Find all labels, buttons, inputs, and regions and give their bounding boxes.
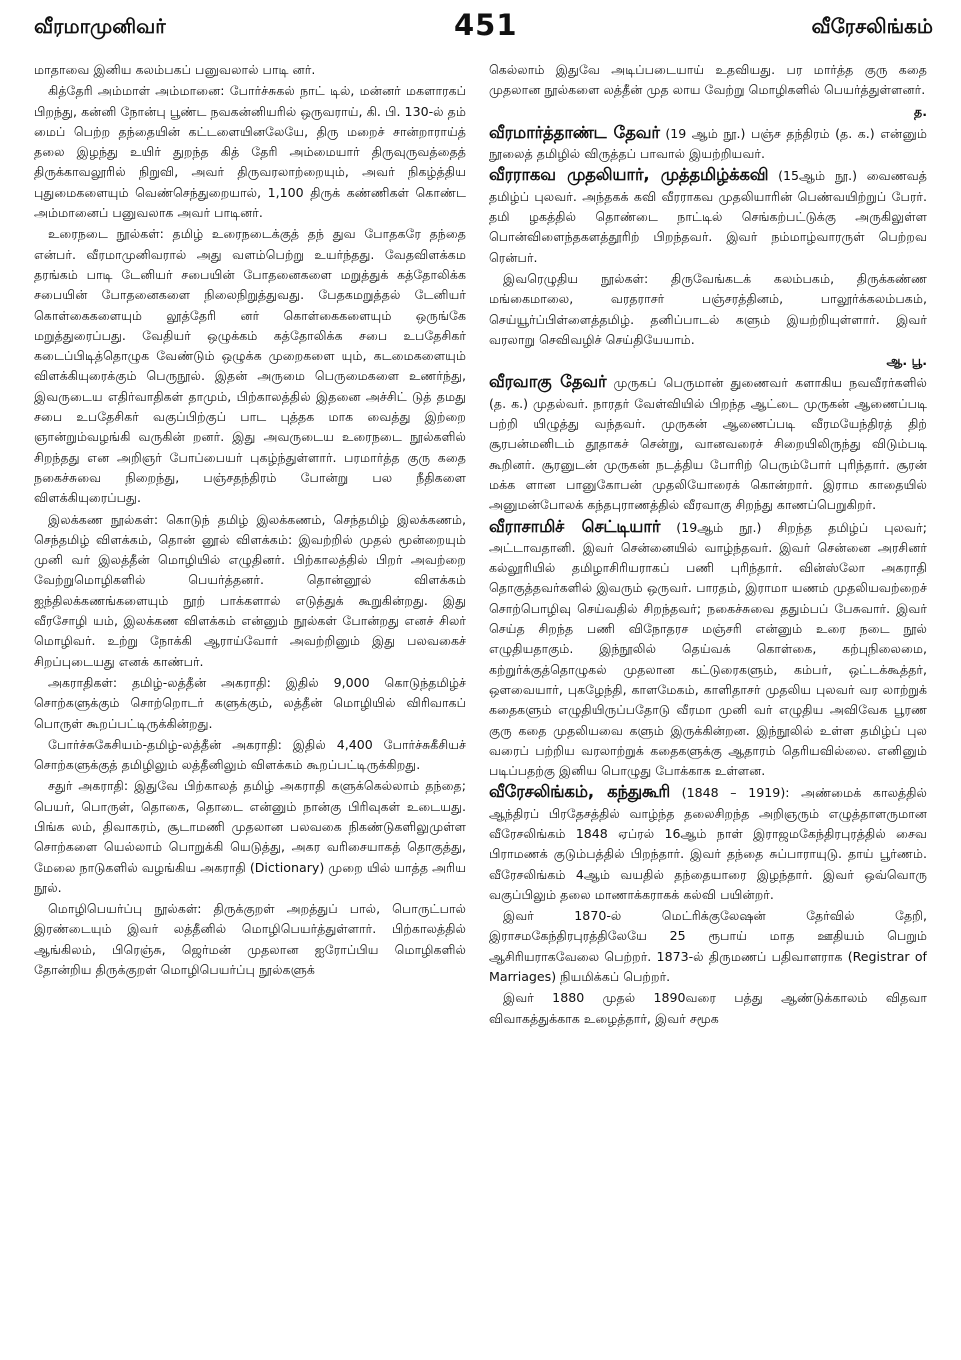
paragraph	[489, 906, 927, 987]
encyclopedia-entry	[489, 517, 927, 782]
running-head-left: வீரமாமுனிவர்	[34, 14, 166, 38]
entry-text: (15ஆம் நூ.) வைணவத் தமிழ்ப் புலவர். அந்தகக் கவி வீரராகவ முதலியாரின் பெண்வயிற்றுப் பேரர். தமி ழகத்தில் தொண்டை நாட்டில் செங்கற்பட்டுக்கு அருகிலுள்ள பொன்விளைந்தகளத்தூரிற் பிறந்தவர். இவர் நம்மாழ்வாரருள் பெற்றவ ரென்பர்.	[489, 168, 927, 265]
entry-text: (19ஆம் நூ.) சிறந்த தமிழ்ப் புலவர்; அட்டாவதானி. இவர் சென்னையில் வாழ்ந்தவர். இவர் சென்னை அரசினர் கல்லூரியில் தமிழாசிரியராகப் பணி புரிந்தார். வின்ஸ்லோ அகராதி தொகுத்தவர்களில் இவரும் ஒருவர். பாரதம், இராமா யணம் முதலியவற்றைச் சொற்பொழிவு செய்வதில் சிறந்தவர்; நகைச்சுவை ததும்பப் பேசுவார். இவர் செய்த சிறந்த பணி விநோதரச மஞ்சரி என்னும் உரை நடை நூல் எழுதியதாகும். இந்நூலில் தெய்வக் கொள்கை, கற்புநிலைமை, கற்றுர்க்குத்தொழுகல் முதலான கட்டுரைகளும், கம்பர், ஒட்டக்கூத்தர், ஒளவையார், புகழேந்தி, காளமேகம், காளிதாசர் முதலிய புலவர் வர லாற்றுக் கதைகளும் எழுதியிருப்பதோடு வீரமா முனி வர் எழுதிய அவிவேக பூரண குரு கதை முதலியவை களும் இருக்கின்றன. இந்நூலில் உள்ள தமிழ்ப் புல வரைப் பற்றிய வரலாற்றுக் கதைகளுக்கு ஆதாரம் தெரியவில்லை. எனினும் படிப்பதற்கு இனிய பொழுது போக்காக உள்ளன.	[489, 519, 927, 779]
paragraph-text: உரைநடை நூல்கள்: தமிழ் உரைநடைக்குத் தந் துவ போதகரே தந்தை என்பர். வீரமாமுனிவரால் அது வளம்பெற்று உயர்ந்தது. வேதவிளக்கம தரங்கம் பாடி டேனியர் சபையின் போதனைகளை மறுத்துக் கத்தோலிக்க சபையின் போதனைகளை நிலைநிறுத்துவது. பேதகமறுத்தல் டேனியர் கொள்கைகளையும் லூத்தேரி னர் கொள்கைகளையும் ஒருங்கே மறுத்துரைப்பது. வேதியர் ஒழுக்கம் கத்தோலிக்க சபை உபதேசிகர் கடைப்பிடித்தொழுக வேண்டும் ஒழுக்க முறைகளை யும், கடமைகளையும் விளக்கியுரைக்கும் பெருநூல். இதன் அருமை பெருமைகளை உணர்ந்து, இவருடைய எதிர்வாதிகள் தாமும், பிற்காலத்தில் இதனை அச்சிட் டுத் தமது சபை உபதேசிகர் வகுப்பிற்குப் பாட புத்தக மாக வைத்து இற்றை ஞான்றும்வழங்கி வருகின் றனர். இது அவருடைய உரைநடை நூல்களில் சிறந்தது என அறிஞர் போப்பையர் புகழ்ந்துள்ளார். பரமார்த்த குரு கதை நகைச்சுவை நிறைந்து, பஞ்சதந்திரம் போன்று பல நீதிகளை விளக்கியுரைப்பது.	[34, 226, 466, 506]
encyclopedia-entry	[489, 372, 927, 515]
paragraph	[34, 899, 466, 980]
paragraph-text: இலக்கண நூல்கள்: கொடுந் தமிழ் இலக்கணம், செந்தமிழ் இலக்கணம், செந்தமிழ் விளக்கம், தொன் னூல் விளக்கம்: இவற்றில் முதல் மூன்றையும் முனி வர் இலத்தீன் மொழியில் எழுதினர். பிற்காலத்தில் பிறர் அவற்றை வேற்றுமொழிகளில் பெயர்த்தனர். தொன்னூல் விளக்கம் ஐந்திலக்கணங்களையும் நூற் பாக்களால் எடுத்துக் கூறுகின்றது. இது வீரசோழி யம், இலக்கண விளக்கம் என்னும் நூல்கள் போன்றது எனச் சிலர் மொழிவர். உற்று நோக்கி ஆராய்வோர் அவற்றினும் இது பலவகைச் சிறப்புடையது எனக் காண்பர்.	[34, 511, 466, 669]
running-head-right: வீரேசலிங்கம்	[811, 14, 933, 38]
entry-headword: வீராசாமிச் செட்டியார்	[489, 516, 661, 536]
author-initials: ஆ. பூ.	[886, 353, 927, 369]
encyclopedia-entry	[489, 165, 927, 267]
paragraph	[34, 81, 466, 223]
paragraph	[34, 673, 466, 734]
page-header	[0, 8, 961, 48]
paragraph	[489, 269, 927, 350]
paragraph	[34, 224, 466, 508]
paragraph-text: இவர் 1870-ல் மெட்ரிக்குலேஷன் தேர்வில் தேறி, இராசமகேந்திரபுரத்திலேயே 25 ரூபாய் மாத ஊதியம் பெறும் ஆசிரியராகவேலை பெற்றர். 1873-ல் திருமணப் பதிவாளராக (Registrar of Marriages) நியமிக்கப் பெற்றர்.	[489, 908, 927, 985]
paragraph-text: இவரெழுதிய நூல்கள்: திருவேங்கடக் கலம்பகம், திருக்கண்ண மங்கைமாலை, வரதராசர் பஞ்சரத்தினம், பாலூர்க்கலம்பகம், செய்யூர்ப்பிள்ளைத்தமிழ். தனிப்பாடல் களும் இயற்றியுள்ளார். இவர் வரலாறு செவிவழிச் செய்தியேயாம்.	[489, 270, 927, 347]
paragraph-text: சதுர் அகராதி: இதுவே பிற்காலத் தமிழ் அகராதி களுக்கெல்லாம் தந்தை; பெயர், பொருள், தொகை, தொடை என்னும் நான்கு பிரிவுகள் உடையது. பிங்க லம், திவாகரம், சூடாமணி முதலான பலவகை நிகண்டுகளிலுமுள்ள சொற்களை யெல்லாம் பொறுக்கி யெடுத்து, அகர வரிசையாகத் தொகுத்து, மேலை நாடுகளில் வழங்கிய அகராதி (Dictionary) முறை யில் யாத்த அரிய நூல்.	[34, 778, 466, 895]
entry-headword: வீரராகவ முதலியார், முத்தமிழ்க்கவி	[489, 165, 769, 185]
entry-headword: வீரவாகு தேவர்	[489, 372, 607, 392]
entry-headword: வீரமார்த்தாண்ட தேவர்	[489, 122, 660, 142]
paragraph	[34, 735, 466, 776]
author-initials: த.	[914, 103, 927, 119]
encyclopedia-entry	[489, 123, 927, 165]
paragraph	[34, 510, 466, 672]
paragraph-text: போர்ச்சுகேசியம்-தமிழ்-லத்தீன் அகராதி: இதில் 4,400 போர்ச்சுகீசியச் சொற்களுக்குத் தமிழிலும் லத்தீனிலும் விளக்கம் கூறப்பட்டிருக்கிறது.	[34, 736, 466, 773]
paragraph-text: இவர் 1880 முதல் 1890வரை பத்து ஆண்டுக்காலம் விதவா விவாகத்துக்காக உழைத்தார், இவர் சமூக	[489, 990, 927, 1026]
paragraph-text: மாதாவை இனிய கலம்பகப் பனுவலால் பாடி னர்.	[34, 62, 316, 77]
entry-text: (19 ஆம் நூ.) பஞ்ச தந்திரம் (த. க.) என்னும் நூலைத் தமிழில் விருத்தப் பாவால் இயற்றியவர்.	[489, 125, 927, 162]
paragraph	[489, 988, 927, 1029]
continued-paragraph	[489, 60, 927, 101]
paragraph-text: மொழிபெயர்ப்பு நூல்கள்: திருக்குறள் அறத்துப் பால், பொருட்பால் இரண்டையும் இவர் லத்தீனில் மொழிபெயர்த்துள்ளார். பிற்காலத்தில் ஆங்கிலம், பிரெஞ்சு, ஜெர்மன் முதலான ஐரோப்பிய மொழிகளில் தோன்றிய திருக்குறள் மொழிபெயர்ப்பு நூல்களுக்	[34, 901, 466, 978]
entry-text: முருகப் பெருமான் துணைவர் களாகிய நவவீரர்களில் (த. க.) முதல்வர். நாரதர் வேள்வியில் பிறந்த ஆட்டை முருகன் ஆணைப்படி பற்றி யிழுத்து வந்தவர். முருகன் ஆணைப்படி வீரமயேந்திரத் திற் சூரபன்மனிடம் தூதாகச் சென்று, வானவரைச் சிறையிலிருந்து விடும்படி கூறினர். சூரனுடன் முருகன் நடத்திய போரிற் பெரும்போர் புரிந்தார். சூரன் மக்க ளான பானுகோபன் முதலியோரைக் கொன்றார். இராம காதையில் அனுமன்போலக் கந்தபுராணத்தில் வீரவாகு சிறந்து காணப்பெறுகிறர்.	[489, 375, 927, 513]
left-column	[34, 60, 466, 1355]
continued-paragraph	[34, 60, 466, 80]
encyclopedia-entry	[489, 782, 927, 905]
paragraph-text: கித்தேரி அம்மாள் அம்மானை: போர்ச்சுகல் நாட் டில், மன்னர் மகளாரகப் பிறந்து, கன்னி நோன்பு பூண்ட நவகன்னியரில் ஒருவராய், கி. பி. 130-ல் தம் மைப் பெற்ற தந்தையின் கட்டளையினலேயே, திரு மறைச் சான்றாராய்த் தலை இழந்து உயிர் துறந்த கித் தேரி அம்மையார் திருவுருவத்தைத் திருக்காவலூரில் நிறுவி, அவர் திருவரலாற்றையும், அவர் நிகழ்த்திய புதுமைகளையும் வெண்செந்துறையால், 1,100 திருக் கண்ணிகள் கொண்ட அம்மானைப் பனுவலாக அவர் பாடினர்.	[34, 83, 466, 221]
entry-headword: வீரேசலிங்கம், கந்துகூரி	[489, 782, 671, 802]
right-column	[489, 60, 927, 1355]
paragraph-text: அகராதிகள்: தமிழ்-லத்தீன் அகராதி: இதில் 9,000 கொடுந்தமிழ்ச் சொற்களுக்கும் சொற்றொடர் களுக்கும், லத்தீன் மொழியில் விரிவாகப் பொருள் கூறப்பட்டிருக்கின்றது.	[34, 674, 466, 731]
entry-text: (1848 – 1919): அண்மைக் காலத்தில் ஆந்திரப் பிரதேசத்தில் வாழ்ந்த தலைசிறந்த அறிஞரும் எழுத்தாளருமான வீரேசலிங்கம் 1848 ஏப்ரல் 16ஆம் நாள் இராஜமகேந்திரபுரத்தில் சைவ பிராமணக் குடும்பத்தில் பிறந்தார். இவர் தந்தை சுப்பாராயுடு. தாய் பூர்ணம். வீரேசலிங்கம் 4ஆம் வயதில் தந்தையாரை இழந்தார். இவர் ஒவ்வொரு வகுப்பிலும் தலை மாணாக்கராகக் கல்வி பயின்றர்.	[489, 785, 927, 902]
paragraph-text: கெல்லாம் இதுவே அடிப்படையாய் உதவியது. பர மார்த்த குரு கதை முதலான நூல்களை லத்தீன் முத லாய வேற்று மொழிகளில் பெயர்த்துள்ளனர்.	[489, 62, 927, 98]
page-number: 451	[454, 8, 518, 42]
paragraph	[34, 776, 466, 898]
